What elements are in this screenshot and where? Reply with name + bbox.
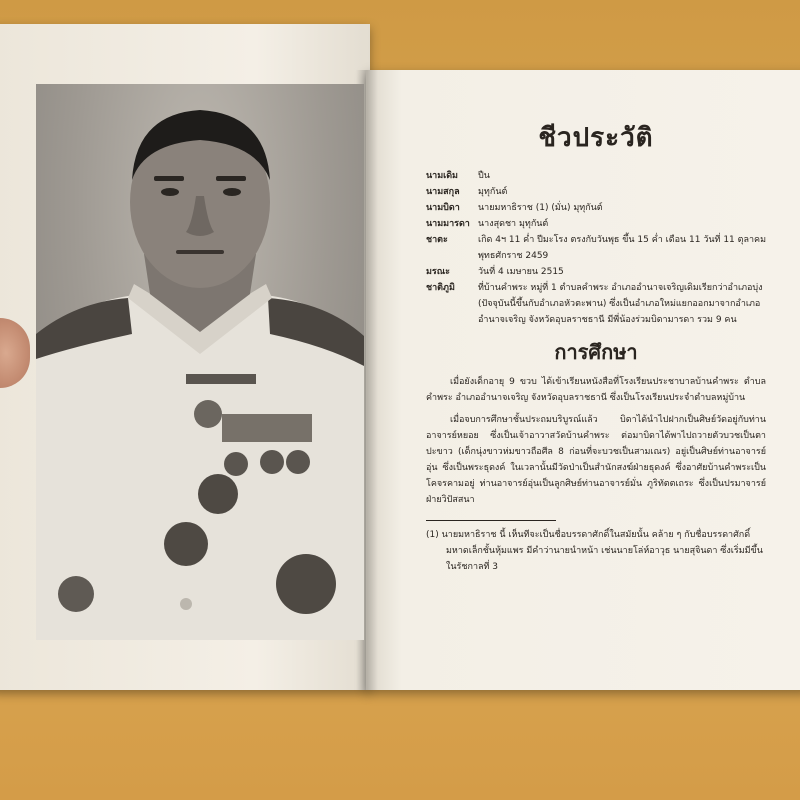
bio-row xyxy=(426,168,766,184)
paragraph: เมื่อยังเด็กอายุ 9 ขวบ ได้เข้าเรียนหนังสือที่โรงเรียนประชาบาลบ้านคำพระ ตำบลคำพระ อำเภออำนาจเจริญ จังหวัดอุบลราชธานี ซึ่งเป็นโรงเรียนประจำตำบลหมู่บ้าน xyxy=(426,377,766,403)
section-title: การศึกษา xyxy=(554,340,638,364)
bio-row xyxy=(426,264,766,280)
bio-row xyxy=(426,216,766,232)
bio-label: นามเดิม xyxy=(426,171,458,181)
bio-value: ปืน xyxy=(478,171,490,181)
bio-label: นามบิดา xyxy=(426,203,460,213)
bio-row xyxy=(426,200,766,216)
bio-value: นางสุดชา มุทุกันต์ xyxy=(478,219,549,229)
footnote-divider xyxy=(426,520,556,521)
page-title: ชีวประวัติ xyxy=(538,123,654,153)
bio-value: มุทุกันต์ xyxy=(478,187,508,197)
bio-row xyxy=(426,184,766,200)
bio-row xyxy=(426,280,766,328)
paragraph: เมื่อจบการศึกษาชั้นประถมบริบูรณ์แล้ว บิดาได้นำไปฝากเป็นศิษย์วัดอยู่กับท่านอาจารย์หยอย ซึ่งเป็นเจ้าอาวาสวัดบ้านคำพระ ต่อมาบิดาได้พาไปถวายตัวบวชเป็นตาปะขาว (เด็กนุ่งขาวห่มขาวถือศีล 8 ก่อนที่จะบวชเป็นสามเณร) อยู่เป็นศิษย์ท่านอาจารย์อุ่น ซึ่งเป็นพระธุดงค์ ในเวลานั้นมีวัดป่าเป็นสำนักสงฆ์ฝ่ายธุดงค์ ซึ่งอาศัยบ้านคำพระเป็นโคจรคามอยู่ ท่านอาจารย์อุ่นเป็นลูกศิษย์ท่านอาจารย์มั่น ภูริทัตตเถระ ซึ่งเป็นปรมาจารย์ฝ่ายวิปัสสนา xyxy=(426,415,766,505)
bio-label: ชาตะ xyxy=(426,235,448,245)
bio-label: ชาติภูมิ xyxy=(426,283,455,293)
portrait-figure xyxy=(36,84,364,640)
bio-value: นายมหาธิราช (1) (มั่น) มุทุกันต์ xyxy=(478,203,603,213)
bio-value: วันที่ 4 เมษายน 2515 xyxy=(478,267,564,277)
bio-label: นามมารดา xyxy=(426,219,470,229)
biography-text xyxy=(426,120,766,575)
bio-label: มรณะ xyxy=(426,267,450,277)
portrait-photo xyxy=(36,84,364,640)
bio-row xyxy=(426,232,766,264)
bio-value: ที่บ้านคำพระ หมู่ที่ 1 ตำบลคำพระ อำเภออำนาจเจริญเดิมเรียกว่าอำเภอบุ่ง (ปัจจุบันนี้ขึ้นกับอำเภอหัวตะพาน) ซึ่งเป็นอำเภอใหม่แยกออกมาจากอำเภออำนาจเจริญ จังหวัดอุบลราชธานี มีพี่น้องร่วมบิดามารดา รวม 9 คน xyxy=(478,283,763,325)
bio-value: เกิด 4ฯ 11 ค่ำ ปีมะโรง ตรงกับวันพุธ ขึ้น 15 ค่ำ เดือน 11 วันที่ 11 ตุลาคม พุทธศักราช 2459 xyxy=(478,235,766,261)
bio-label: นามสกุล xyxy=(426,187,460,197)
footnote: (1) นายมหาธิราช นี้ เห็นทีจะเป็นชื่อบรรดาศักดิ์ในสมัยนั้น คล้าย ๆ กับชื่อบรรดาศักดิ์มหาดเล็กชั้นหุ้มแพร มีคำว่านายนำหน้า เช่นนายโล่ห์อาวุธ นายสุจินดา ซึ่งเริ่มมีขึ้นในรัชกาลที่ 3 xyxy=(426,530,763,572)
